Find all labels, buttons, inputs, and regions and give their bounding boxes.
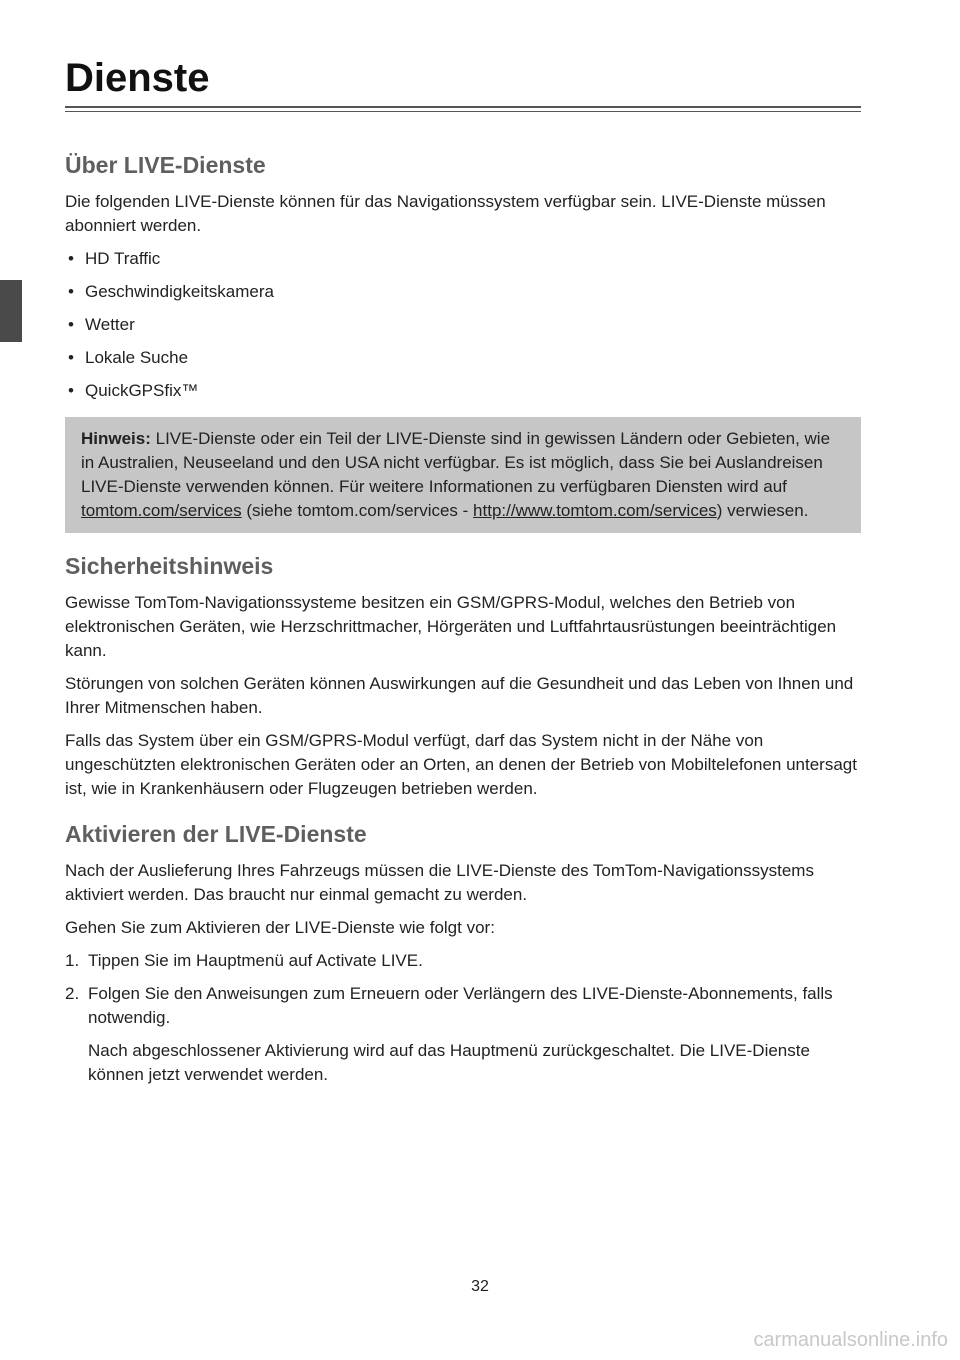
step-item bbox=[65, 982, 861, 1087]
list-item: • Lokale Suche bbox=[65, 346, 861, 370]
page-title: Dienste bbox=[65, 56, 210, 100]
step-subtext: Nach abgeschlossener Aktivierung wird auf das Hauptmenü zurückgeschaltet. Die LIVE-Dienste können jetzt verwendet werden. bbox=[88, 1041, 810, 1084]
step-number: 2. bbox=[65, 984, 80, 1003]
note-box bbox=[65, 417, 861, 533]
note-text-part-3: ) verwiesen. bbox=[716, 501, 809, 520]
list-item: • Geschwindigkeitskamera bbox=[65, 280, 861, 304]
list-item: • HD Traffic bbox=[65, 247, 861, 271]
services-link[interactable]: tomtom.com/services bbox=[81, 501, 242, 520]
step-text: Tippen Sie im Hauptmenü auf Activate LIVE. bbox=[88, 951, 423, 970]
activate-paragraph: Gehen Sie zum Aktivieren der LIVE-Dienste wie folgt vor: bbox=[65, 918, 495, 937]
live-services-list bbox=[65, 247, 861, 403]
content bbox=[65, 150, 861, 1096]
title-rule-thin bbox=[65, 111, 861, 112]
watermark: carmanualsonline.info bbox=[753, 1329, 948, 1351]
title-rule-thick bbox=[65, 106, 861, 108]
activation-steps bbox=[65, 949, 861, 1087]
activate-paragraph: Nach der Auslieferung Ihres Fahrzeugs müssen die LIVE-Dienste des TomTom-Navigationssystems aktiviert werden. Das braucht nur einmal gemacht zu werden. bbox=[65, 861, 814, 904]
step-item bbox=[65, 949, 861, 973]
note-label: Hinweis: bbox=[81, 429, 151, 448]
safety-paragraph: Falls das System über ein GSM/GPRS-Modul verfügt, darf das System nicht in der Nähe von ungeschützten elektronischen Geräten oder an Orten, an denen der Betrieb von Mobiltelefonen untersagt ist, wie in Krankenhäusern oder Flugzeugen betrieben werden. bbox=[65, 731, 857, 798]
note-text-part-1: LIVE-Dienste oder ein Teil der LIVE-Dienste sind in gewissen Ländern oder Gebieten, wie in Australien, Neuseeland und den USA nicht verfügbar. Es ist möglich, dass Sie bei Auslandreisen LIVE-Dienste verwenden können. Für weitere Informationen zu verfügbaren Diensten wird auf bbox=[81, 429, 831, 496]
heading-safety: Sicherheitshinweis bbox=[65, 553, 274, 579]
chapter-tab-marker bbox=[0, 280, 22, 342]
heading-activate: Aktivieren der LIVE-Dienste bbox=[65, 821, 367, 847]
intro-paragraph: Die folgenden LIVE-Dienste können für das Navigationssystem verfügbar sein. LIVE-Dienste müssen abonniert werden. bbox=[65, 192, 826, 235]
note-text bbox=[81, 427, 845, 523]
list-item: • Wetter bbox=[65, 313, 861, 337]
step-number: 1. bbox=[65, 951, 80, 970]
list-item: • QuickGPSfix™ bbox=[65, 379, 861, 403]
step-text: Folgen Sie den Anweisungen zum Erneuern oder Verlängern des LIVE-Dienste-Abonnements, falls notwendig. bbox=[88, 984, 833, 1027]
safety-paragraph: Störungen von solchen Geräten können Auswirkungen auf die Gesundheit und das Leben von Ihnen und Ihrer Mitmenschen haben. bbox=[65, 674, 854, 717]
heading-about-live: Über LIVE-Dienste bbox=[65, 152, 266, 178]
safety-paragraph: Gewisse TomTom-Navigationssysteme besitzen ein GSM/GPRS-Modul, welches den Betrieb von elektronischen Geräten, wie Herzschrittmacher, Hörgeräten und Luftfahrtausrüstungen beeinträchtigen kann. bbox=[65, 593, 837, 660]
note-text-part-2: (siehe tomtom.com/services - bbox=[241, 501, 474, 520]
page-number: 32 bbox=[471, 1278, 489, 1295]
services-url-link[interactable]: http://www.tomtom.com/services bbox=[473, 501, 717, 520]
